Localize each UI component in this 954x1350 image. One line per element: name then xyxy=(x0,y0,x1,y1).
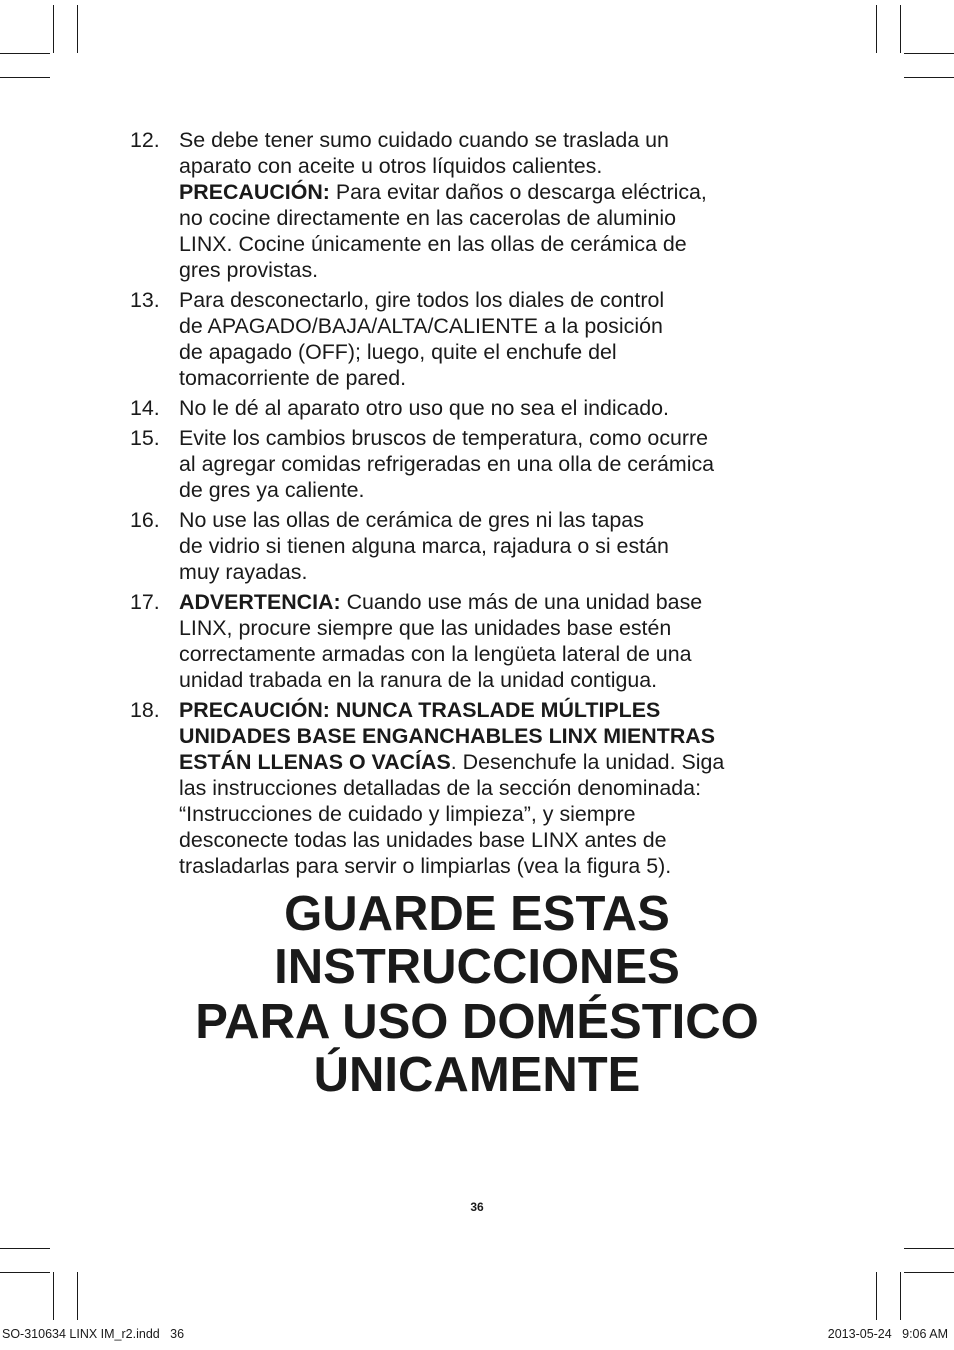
text-line xyxy=(179,287,830,313)
emphasis-label: PRECAUCIÓN: xyxy=(179,180,330,204)
crop-mark xyxy=(53,5,54,53)
text-run: Cuando use más de una unidad base xyxy=(340,590,703,614)
text-line xyxy=(179,853,830,879)
text-line xyxy=(179,365,830,391)
list-item xyxy=(130,127,830,283)
crop-mark xyxy=(904,77,954,78)
text-line xyxy=(179,827,830,853)
item-text xyxy=(179,697,830,879)
text-line xyxy=(179,425,830,451)
text-line xyxy=(179,641,830,667)
list-item xyxy=(130,425,830,503)
text-run: unidad trabada en la ranura de la unidad contigua. xyxy=(179,668,658,692)
list-item xyxy=(130,507,830,585)
text-line xyxy=(179,257,830,283)
headline-line: INSTRUCCIONES xyxy=(274,940,680,994)
text-run: Se debe tener sumo cuidado cuando se traslada un xyxy=(179,128,669,152)
list-item xyxy=(130,287,830,391)
list-item xyxy=(130,697,830,879)
text-run: las instrucciones detalladas de la sección denominada: xyxy=(179,776,702,800)
text-run: no cocine directamente en las cacerolas de aluminio xyxy=(179,206,677,230)
text-run: al agregar comidas refrigeradas en una olla de cerámica xyxy=(179,452,715,476)
text-run: Evite los cambios bruscos de temperatura, como ocurre xyxy=(179,426,709,450)
item-text xyxy=(179,395,830,421)
text-run: . Desenchufe la unidad. Siga xyxy=(450,750,725,774)
text-run: gres provistas. xyxy=(179,258,319,282)
text-run: trasladarlas para servir o limpiarlas (vea la figura 5). xyxy=(179,854,672,878)
text-line xyxy=(179,615,830,641)
headline-line: ÚNICAMENTE xyxy=(313,1048,641,1102)
item-text xyxy=(179,589,830,693)
text-run: de gres ya caliente. xyxy=(179,478,365,502)
text-line xyxy=(179,723,830,749)
list-item xyxy=(130,395,830,421)
text-run: de APAGADO/BAJA/ALTA/CALIENTE a la posición xyxy=(179,314,663,338)
headline-save-instructions xyxy=(0,888,954,994)
text-line xyxy=(179,231,830,257)
text-line xyxy=(179,697,830,723)
text-run: de apagado (OFF); luego, quite el enchufe del xyxy=(179,340,617,364)
text-line xyxy=(179,801,830,827)
text-run: Para evitar daños o descarga eléctrica, xyxy=(329,180,707,204)
slug-timestamp: 2013-05-24 9:06 AM xyxy=(827,1327,948,1341)
text-run: de vidrio si tienen alguna marca, rajadura o si están xyxy=(179,534,669,558)
crop-mark xyxy=(0,1248,50,1249)
instruction-list xyxy=(130,127,830,883)
item-text xyxy=(179,507,830,585)
item-number: 18. xyxy=(130,698,160,722)
slug-file-info: SO-310634 LINX IM_r2.indd 36 xyxy=(2,1327,185,1341)
text-line xyxy=(179,127,830,153)
crop-mark xyxy=(876,5,877,53)
text-line xyxy=(179,667,830,693)
text-run: No le dé al aparato otro uso que no sea el indicado. xyxy=(179,396,669,420)
crop-mark xyxy=(900,1272,901,1320)
emphasis-label: UNIDADES BASE ENGANCHABLES LINX MIENTRAS xyxy=(179,724,715,748)
headline-line: GUARDE ESTAS xyxy=(284,887,670,941)
text-run: No use las ollas de cerámica de gres ni las tapas xyxy=(179,508,644,532)
text-line xyxy=(179,589,830,615)
item-number: 15. xyxy=(130,426,160,450)
crop-mark xyxy=(77,5,78,53)
emphasis-label: ESTÁN LLENAS O VACÍAS xyxy=(179,750,451,774)
crop-mark xyxy=(0,1272,50,1273)
text-line xyxy=(179,451,830,477)
text-run: desconecte todas las unidades base LINX antes de xyxy=(179,828,667,852)
crop-mark xyxy=(900,5,901,53)
crop-mark xyxy=(876,1272,877,1320)
item-text xyxy=(179,287,830,391)
text-line xyxy=(179,559,830,585)
crop-mark xyxy=(904,1248,954,1249)
crop-mark xyxy=(904,1272,954,1273)
text-run: correctamente armadas con la lengüeta lateral de una xyxy=(179,642,692,666)
item-number: 17. xyxy=(130,590,160,614)
item-number: 13. xyxy=(130,288,160,312)
item-text xyxy=(179,127,830,283)
text-line xyxy=(179,477,830,503)
headline-household-use xyxy=(0,996,954,1102)
text-line xyxy=(179,507,830,533)
text-run: tomacorriente de pared. xyxy=(179,366,407,390)
text-line xyxy=(179,153,830,179)
text-run: aparato con aceite u otros líquidos calientes. xyxy=(179,154,603,178)
text-run: Para desconectarlo, gire todos los diales de control xyxy=(179,288,665,312)
crop-mark xyxy=(53,1272,54,1320)
headline-line: PARA USO DOMÉSTICO xyxy=(195,995,759,1049)
text-run: muy rayadas. xyxy=(179,560,308,584)
item-number: 14. xyxy=(130,396,160,420)
text-run: “Instrucciones de cuidado y limpieza”, y siempre xyxy=(179,802,636,826)
text-run: LINX. Cocine únicamente en las ollas de cerámica de xyxy=(179,232,687,256)
text-line xyxy=(179,533,830,559)
emphasis-label: ADVERTENCIA: xyxy=(179,590,341,614)
text-line xyxy=(179,395,830,421)
text-line xyxy=(179,205,830,231)
item-text xyxy=(179,425,830,503)
text-line xyxy=(179,775,830,801)
text-line xyxy=(179,749,830,775)
crop-mark xyxy=(0,77,50,78)
crop-mark xyxy=(77,1272,78,1320)
text-run: LINX, procure siempre que las unidades base estén xyxy=(179,616,672,640)
text-line xyxy=(179,313,830,339)
emphasis-label: PRECAUCIÓN: NUNCA TRASLADE MÚLTIPLES xyxy=(179,698,661,722)
page-number: 36 xyxy=(470,1200,484,1214)
item-number: 16. xyxy=(130,508,160,532)
crop-mark xyxy=(0,53,50,54)
text-line xyxy=(179,339,830,365)
crop-mark xyxy=(904,53,954,54)
text-line xyxy=(179,179,830,205)
list-item xyxy=(130,589,830,693)
item-number: 12. xyxy=(130,128,160,152)
